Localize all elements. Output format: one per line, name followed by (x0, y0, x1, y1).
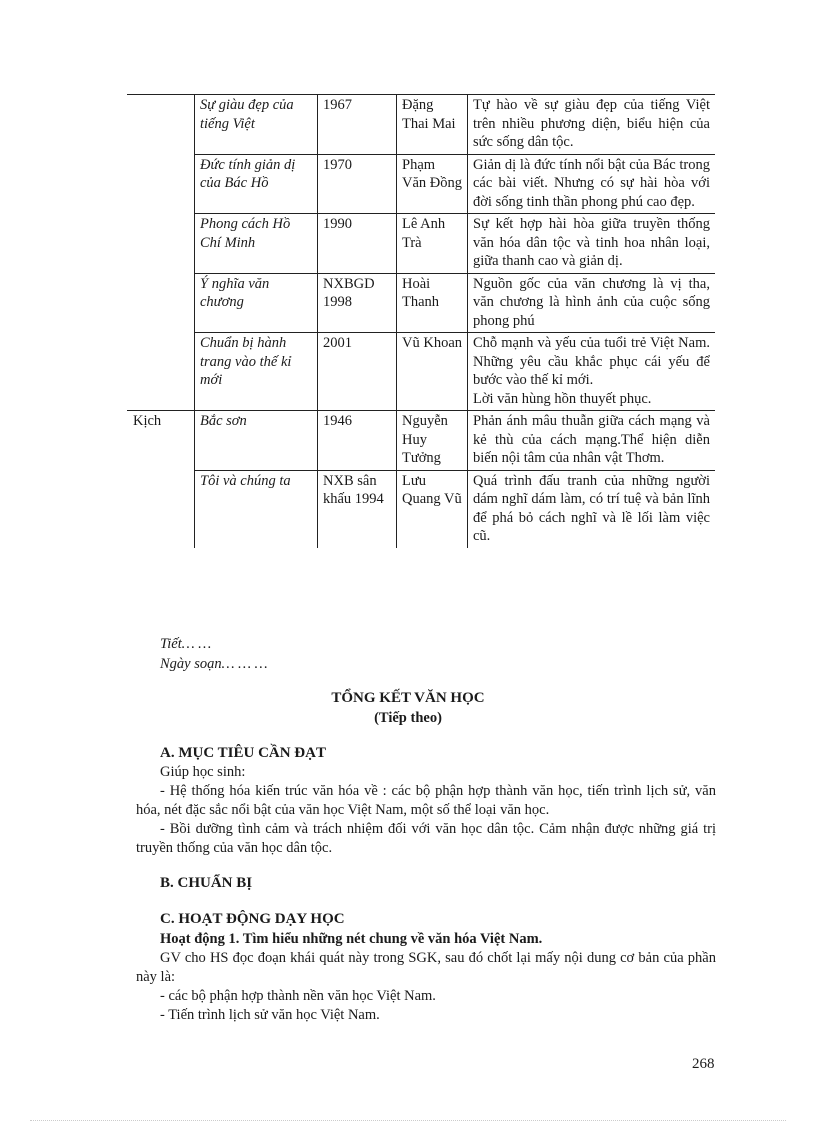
work-title-cell: Tôi và chúng ta (195, 470, 318, 548)
year-cell: NXBGD 1998 (318, 273, 397, 333)
genre-cell (127, 470, 195, 548)
table-row (127, 411, 715, 471)
genre-cell (127, 95, 195, 155)
section-a-item-2: - Bồi dưỡng tình cảm và trách nhiệm đối với văn học dân tộc. Cảm nhận được những giá trị truyền thống của văn học dân tộc. (136, 821, 716, 856)
author-cell: Nguyễn Huy Tưởng (397, 411, 468, 471)
table-row (127, 333, 715, 411)
work-title-cell: Đức tính giản dị của Bác Hồ (195, 154, 318, 214)
genre-cell (127, 214, 195, 274)
genre-cell (127, 154, 195, 214)
content-cell (468, 470, 716, 548)
section-a-items (136, 782, 716, 858)
literature-table (127, 94, 715, 548)
section-a (160, 744, 716, 782)
work-title-cell: Sự giàu đẹp của tiếng Việt (195, 95, 318, 155)
content-line: Chỗ mạnh và yếu của tuổi trẻ Việt Nam. Những yêu cầu khắc phục cái yếu để bước vào thế kỉ mới. (473, 335, 710, 388)
content-cell (468, 214, 716, 274)
author-cell: Vũ Khoan (397, 333, 468, 411)
work-title-cell: Phong cách Hồ Chí Minh (195, 214, 318, 274)
date-label: Ngày soạn… … … (160, 656, 268, 672)
section-c-body (136, 949, 716, 1025)
section-c-text: GV cho HS đọc đoạn khái quát này trong SGK, sau đó chốt lại mấy nội dung cơ bản của phần này là: (136, 950, 716, 985)
work-title-cell: Bắc sơn (195, 411, 318, 471)
table-row (127, 273, 715, 333)
content-line: Sự kết hợp hài hòa giữa truyền thống văn hóa dân tộc và tinh hoa nhân loại, giữa thanh cao và giản dị. (473, 216, 710, 269)
content-line: Giản dị là đức tính nổi bật của Bác trong các bài viết. Nhưng có sự hài hòa với đời sống tinh thần phong phú cao đẹp. (473, 156, 710, 210)
activity-heading: Hoạt động 1. Tìm hiểu những nét chung về văn hóa Việt Nam. (160, 931, 543, 947)
page-subtitle: (Tiếp theo) (374, 710, 442, 726)
section-a-title: A. MỤC TIÊU CẦN ĐẠT (160, 745, 326, 761)
content-cell (468, 333, 716, 411)
page-bottom-rule (30, 1120, 786, 1121)
year-cell: NXB sân khấu 1994 (318, 470, 397, 548)
section-c-title: C. HOẠT ĐỘNG DẠY HỌC (160, 911, 345, 927)
section-a-item-1: - Hệ thống hóa kiến trúc văn hóa về : các bộ phận hợp thành văn học, tiến trình lịch sử, văn hóa, nét đặc sắc nổi bật của văn học Việt Nam, một số thể loại văn học. (136, 783, 716, 818)
page-title: TỔNG KẾT VĂN HỌC (331, 690, 485, 706)
author-cell: Lê Anh Trà (397, 214, 468, 274)
author-cell: Hoài Thanh (397, 273, 468, 333)
author-cell: Đặng Thai Mai (397, 95, 468, 155)
genre-cell: Kịch (127, 411, 195, 471)
content-cell (468, 273, 716, 333)
content-line: Lời văn hùng hồn thuyết phục. (473, 390, 652, 407)
section-a-intro: Giúp học sinh: (160, 764, 246, 780)
year-cell: 1946 (318, 411, 397, 471)
genre-cell (127, 333, 195, 411)
table-row (127, 214, 715, 274)
content-line: Nguồn gốc của văn chương là vị tha, văn chương là hình ảnh của cuộc sống phong phú (473, 275, 710, 329)
table-row (127, 154, 715, 214)
lesson-label: Tiết… … (160, 636, 212, 652)
section-b-title: B. CHUẨN BỊ (160, 875, 253, 891)
table-row (127, 95, 715, 155)
content-cell (468, 95, 716, 155)
author-cell: Phạm Văn Đồng (397, 154, 468, 214)
year-cell: 1990 (318, 214, 397, 274)
content-cell (468, 154, 716, 214)
content-line: Quá trình đấu tranh của những người dám nghĩ dám làm, có trí tuệ và bản lĩnh để phá bỏ cách nghĩ và lề lối làm việc cũ. (473, 472, 710, 544)
page-number: 268 (692, 1056, 715, 1072)
author-cell: Lưu Quang Vũ (397, 470, 468, 548)
content-line: Phản ánh mâu thuẫn giữa cách mạng và kẻ thù của cách mạng.Thể hiện diễn biến nội tâm của nhân vật Thơm. (473, 413, 710, 466)
content-cell (468, 411, 716, 471)
year-cell: 1970 (318, 154, 397, 214)
section-c-item-2: - Tiến trình lịch sử văn học Việt Nam. (160, 1007, 380, 1023)
table-row (127, 470, 715, 548)
year-cell: 1967 (318, 95, 397, 155)
year-cell: 2001 (318, 333, 397, 411)
content-line: Tự hào về sự giàu đẹp của tiếng Việt trên nhiều phương diện, biểu hiện của sức sống dân tộc. (473, 97, 710, 150)
work-title-cell: Ý nghĩa văn chương (195, 273, 318, 333)
section-c-item-1: - các bộ phận hợp thành nền văn học Việt Nam. (160, 988, 436, 1004)
work-title-cell: Chuẩn bị hành trang vào thế kỉ mới (195, 333, 318, 411)
genre-cell (127, 273, 195, 333)
